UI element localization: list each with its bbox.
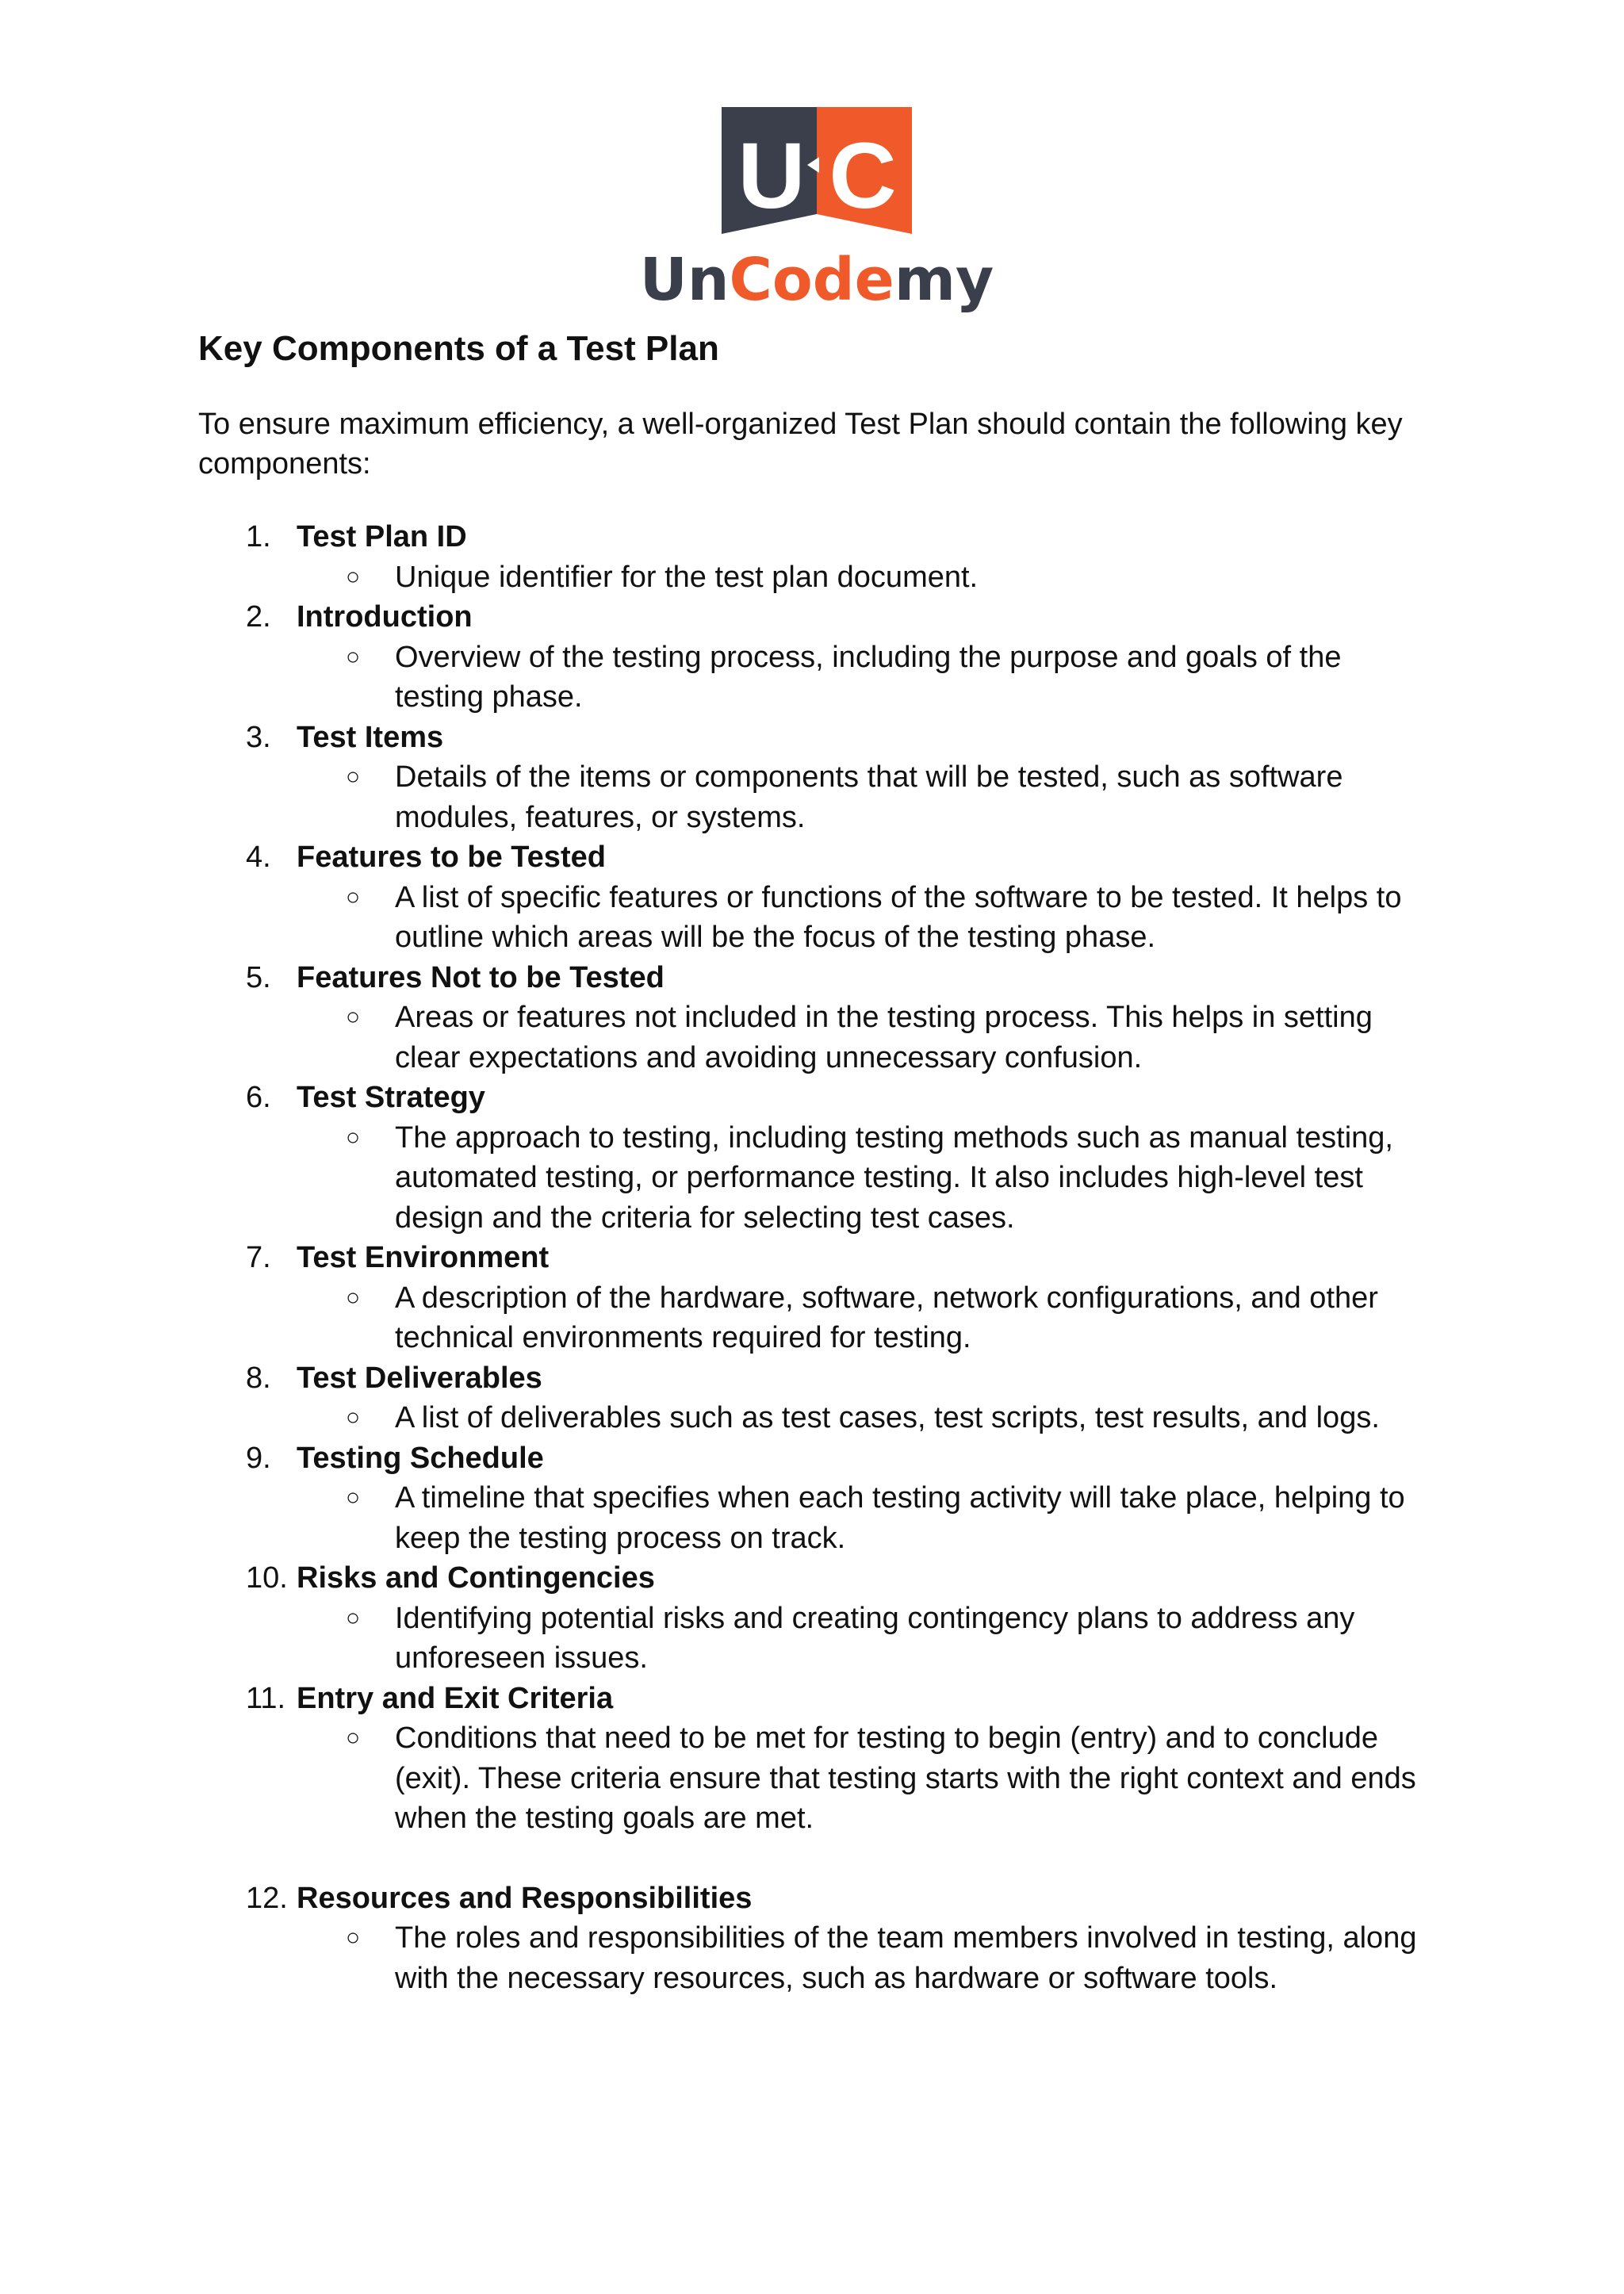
- logo-wordmark-my: my: [894, 246, 994, 314]
- list-item-header: [198, 1438, 1435, 1479]
- list-item-header: [198, 517, 1435, 557]
- hollow-bullet-icon: ○: [346, 563, 361, 590]
- list-item: [198, 1438, 1435, 1559]
- list-item-description-text: A list of specific features or functions of the software to be tested. It helps to outline which areas will be the focus of the testing phase.: [395, 880, 1402, 954]
- list-item: [198, 718, 1435, 838]
- list-item-description: [198, 638, 1435, 718]
- list-item-number: 12.: [246, 1881, 288, 1915]
- list-item-number: 6.: [246, 1081, 271, 1114]
- list-item-title: Entry and Exit Criteria: [297, 1681, 614, 1715]
- uncodemy-logo-graphic: [639, 103, 994, 317]
- list-item: [198, 1238, 1435, 1358]
- list-item-description-text: A description of the hardware, software, network configurations, and other technical environments required for testing.: [395, 1281, 1378, 1354]
- list-item-title: Testing Schedule: [297, 1441, 544, 1475]
- list-item-header: [198, 1078, 1435, 1118]
- list-item: [198, 1078, 1435, 1238]
- intro-paragraph: To ensure maximum efficiency, a well-organized Test Plan should contain the following key components:: [198, 408, 1403, 481]
- list-item-description: [198, 998, 1435, 1078]
- list-item-description: [198, 1599, 1435, 1679]
- list-item-description: [198, 1278, 1435, 1358]
- list-item-title: Test Deliverables: [297, 1361, 542, 1395]
- hollow-bullet-icon: ○: [346, 643, 361, 670]
- list-item-description: [198, 1478, 1435, 1558]
- list-item-title: Test Strategy: [297, 1081, 485, 1114]
- hollow-bullet-icon: ○: [346, 1924, 361, 1951]
- list-item-number: 1.: [246, 520, 271, 553]
- hollow-bullet-icon: ○: [346, 1404, 361, 1430]
- list-item: [198, 597, 1435, 718]
- list-item-header: [198, 1238, 1435, 1278]
- list-item-description-text: Unique identifier for the test plan document.: [395, 560, 979, 594]
- logo-wordmark-un: Un: [639, 246, 730, 314]
- list-item-number: 2.: [246, 600, 271, 634]
- list-item-number: 11.: [246, 1681, 286, 1715]
- list-item-title: Test Plan ID: [297, 520, 467, 553]
- list-item-description: [198, 878, 1435, 958]
- list-item-number: 7.: [246, 1241, 271, 1274]
- logo-wordmark-code: Code: [729, 246, 894, 314]
- list-item-description-text: Details of the items or components that will be tested, such as software modules, features, or systems.: [395, 760, 1343, 834]
- hollow-bullet-icon: ○: [346, 883, 361, 910]
- list-item-number: 8.: [246, 1361, 271, 1395]
- list-item-description: [198, 1398, 1435, 1438]
- list-item-number: 5.: [246, 960, 271, 994]
- list-item-description-text: The approach to testing, including testing methods such as manual testing, automated testing, or performance testing. It also includes high-level test design and the criteria for selecting test cases.: [395, 1120, 1393, 1235]
- list-item-description-text: Identifying potential risks and creating contingency plans to address any unforeseen issues.: [395, 1601, 1355, 1675]
- list-item-header: [198, 1558, 1435, 1599]
- list-item-header: [198, 1358, 1435, 1399]
- hollow-bullet-icon: ○: [346, 1604, 361, 1631]
- logo-letter-u: U: [737, 124, 806, 228]
- list-item: [198, 837, 1435, 958]
- list-item-header: [198, 1679, 1435, 1719]
- list-item-description: [198, 757, 1435, 837]
- list-item-description-text: Overview of the testing process, including the purpose and goals of the testing phase.: [395, 640, 1342, 714]
- logo-wordmark: [640, 246, 994, 314]
- list-item-title: Resources and Responsibilities: [297, 1881, 753, 1915]
- list-item-header: [198, 1878, 1435, 1919]
- list-item-title: Introduction: [297, 600, 473, 634]
- list-item-description-text: A list of deliverables such as test cases, test scripts, test results, and logs.: [395, 1401, 1380, 1434]
- list-item: [198, 1558, 1435, 1679]
- list-item: [198, 1679, 1435, 1839]
- list-item-title: Risks and Contingencies: [297, 1561, 655, 1595]
- uncodemy-logo: [639, 103, 994, 317]
- list-item: [198, 1358, 1435, 1438]
- list-item-description-text: Areas or features not included in the testing process. This helps in setting clear expectations and avoiding unnecessary confusion.: [395, 1001, 1373, 1074]
- list-item-title: Test Items: [297, 720, 444, 754]
- list-item-description: [198, 1918, 1435, 1998]
- list-item-description: [198, 1118, 1435, 1239]
- hollow-bullet-icon: ○: [346, 1725, 361, 1751]
- hollow-bullet-icon: ○: [346, 1284, 361, 1311]
- components-list: [198, 517, 1435, 1998]
- list-item-title: Features to be Tested: [297, 841, 606, 874]
- list-item-description-text: A timeline that specifies when each testing activity will take place, helping to keep the testing process on track.: [395, 1481, 1405, 1555]
- list-item-description: [198, 1718, 1435, 1839]
- list-item: [198, 517, 1435, 597]
- list-item-title: Features Not to be Tested: [297, 960, 665, 994]
- logo-letter-c: C: [829, 124, 897, 228]
- list-item: [198, 958, 1435, 1078]
- hollow-bullet-icon: ○: [346, 1124, 361, 1151]
- list-item-title: Test Environment: [297, 1241, 550, 1274]
- list-item-number: 4.: [246, 841, 271, 874]
- list-item-header: [198, 597, 1435, 638]
- list-item-header: [198, 958, 1435, 998]
- list-item-description: [198, 557, 1435, 598]
- list-item-description-text: The roles and responsibilities of the team members involved in testing, along with the necessary resources, such as hardware or software tools.: [395, 1921, 1417, 1995]
- list-item-header: [198, 837, 1435, 878]
- list-item: [198, 1878, 1435, 1999]
- hollow-bullet-icon: ○: [346, 1484, 361, 1511]
- list-item-number: 10.: [246, 1561, 288, 1595]
- list-item-number: 3.: [246, 720, 271, 754]
- list-item-header: [198, 718, 1435, 758]
- list-item-number: 9.: [246, 1441, 271, 1475]
- hollow-bullet-icon: ○: [346, 1004, 361, 1030]
- hollow-bullet-icon: ○: [346, 764, 361, 790]
- document-heading: Key Components of a Test Plan: [198, 329, 719, 368]
- list-item-description-text: Conditions that need to be met for testing to begin (entry) and to conclude (exit). These criteria ensure that testing starts with the right context and ends when the testing goals are met.: [395, 1721, 1416, 1835]
